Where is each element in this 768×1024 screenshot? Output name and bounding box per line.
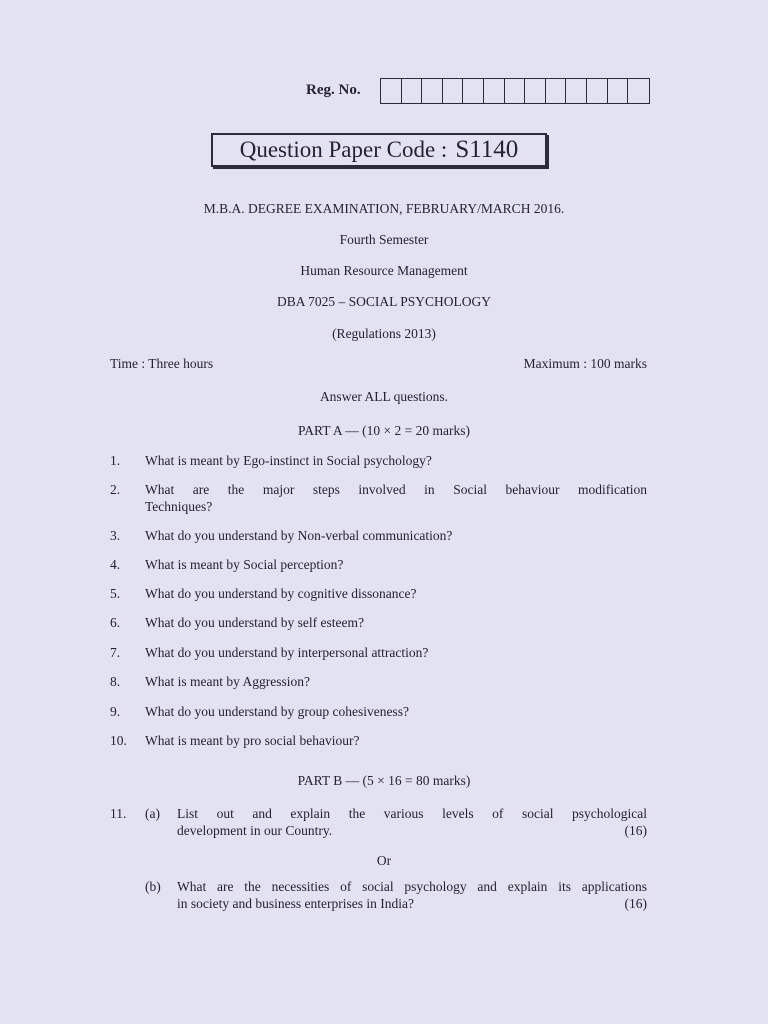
exam-time: Time : Three hours xyxy=(110,356,214,371)
question-number: 5. xyxy=(110,586,121,601)
question-text-line2 xyxy=(177,822,647,839)
question-text: What is meant by Aggression? xyxy=(145,674,310,689)
question-text: What do you understand by interpersonal attraction? xyxy=(145,645,429,660)
question-text-line1: What are the major steps involved in Social behaviour modification xyxy=(145,482,647,497)
reg-no-label: Reg. No. xyxy=(306,82,361,98)
reg-no-digit-box xyxy=(463,79,484,103)
question-text-line2: Techniques? xyxy=(145,499,213,514)
exam-regulations: (Regulations 2013) xyxy=(332,326,436,341)
question-text: What is meant by Ego-instinct in Social psychology? xyxy=(145,453,432,468)
reg-no-digit-box xyxy=(505,79,526,103)
question-number: 10. xyxy=(110,733,127,748)
time-marks-row xyxy=(110,356,647,372)
reg-no-digit-box xyxy=(402,79,423,103)
reg-no-digit-box xyxy=(422,79,443,103)
reg-no-digit-box xyxy=(587,79,608,103)
reg-no-digit-box xyxy=(546,79,567,103)
reg-no-digit-box xyxy=(628,79,649,103)
part-a-heading: PART A — (10 × 2 = 20 marks) xyxy=(298,423,470,438)
question-text-line1: List out and explain the various levels of social psychological xyxy=(177,806,647,821)
reg-no-digit-box xyxy=(484,79,505,103)
question-text: What do you understand by self esteem? xyxy=(145,615,364,630)
question-number: 11. xyxy=(110,806,127,821)
question-number: 2. xyxy=(110,482,121,497)
question-11b xyxy=(110,878,647,912)
reg-no-digit-box xyxy=(525,79,546,103)
exam-title: M.B.A. DEGREE EXAMINATION, FEBRUARY/MARCH 2016. xyxy=(203,201,565,216)
question-number: 4. xyxy=(110,557,121,572)
question-number: 7. xyxy=(110,645,121,660)
option-label-a: (a) xyxy=(145,806,160,821)
marks-label: (16) xyxy=(624,823,647,838)
exam-course: DBA 7025 – SOCIAL PSYCHOLOGY xyxy=(276,294,492,309)
question-text: What is meant by Social perception? xyxy=(145,557,344,572)
question-text: What is meant by pro social behaviour? xyxy=(145,733,360,748)
question-number: 1. xyxy=(110,453,121,468)
marks-label: (16) xyxy=(624,896,647,911)
question-text: What do you understand by Non-verbal communication? xyxy=(145,528,453,543)
question-number: 6. xyxy=(110,615,121,630)
reg-no-digit-box xyxy=(381,79,402,103)
part-b-heading: PART B — (5 × 16 = 80 marks) xyxy=(297,773,471,788)
question-number: 3. xyxy=(110,528,121,543)
exam-max-marks: Maximum : 100 marks xyxy=(523,356,647,371)
question-number: 9. xyxy=(110,704,121,719)
question-item xyxy=(110,481,647,515)
qpc-label: Question Paper Code : xyxy=(239,137,448,162)
qpc-code: S1140 xyxy=(455,136,519,163)
question-number: 8. xyxy=(110,674,121,689)
question-text-line2-content: in society and business enterprises in India? xyxy=(177,896,414,911)
reg-no-digit-box xyxy=(566,79,587,103)
reg-no-digit-box xyxy=(443,79,464,103)
question-text-line2-content: development in our Country. xyxy=(177,823,333,838)
question-11a xyxy=(110,805,647,839)
option-label-b: (b) xyxy=(145,879,161,894)
exam-department: Human Resource Management xyxy=(300,263,468,278)
question-text: What do you understand by cognitive dissonance? xyxy=(145,586,417,601)
reg-no-boxes xyxy=(380,78,650,104)
exam-instruction: Answer ALL questions. xyxy=(319,389,449,404)
or-separator: Or xyxy=(376,853,392,868)
exam-semester: Fourth Semester xyxy=(339,232,429,247)
question-paper-code-box xyxy=(211,133,547,167)
question-text: What do you understand by group cohesiveness? xyxy=(145,704,409,719)
question-text-line2 xyxy=(177,895,647,912)
question-text-line1: What are the necessities of social psychology and explain its applications xyxy=(177,879,647,894)
reg-no-digit-box xyxy=(608,79,629,103)
